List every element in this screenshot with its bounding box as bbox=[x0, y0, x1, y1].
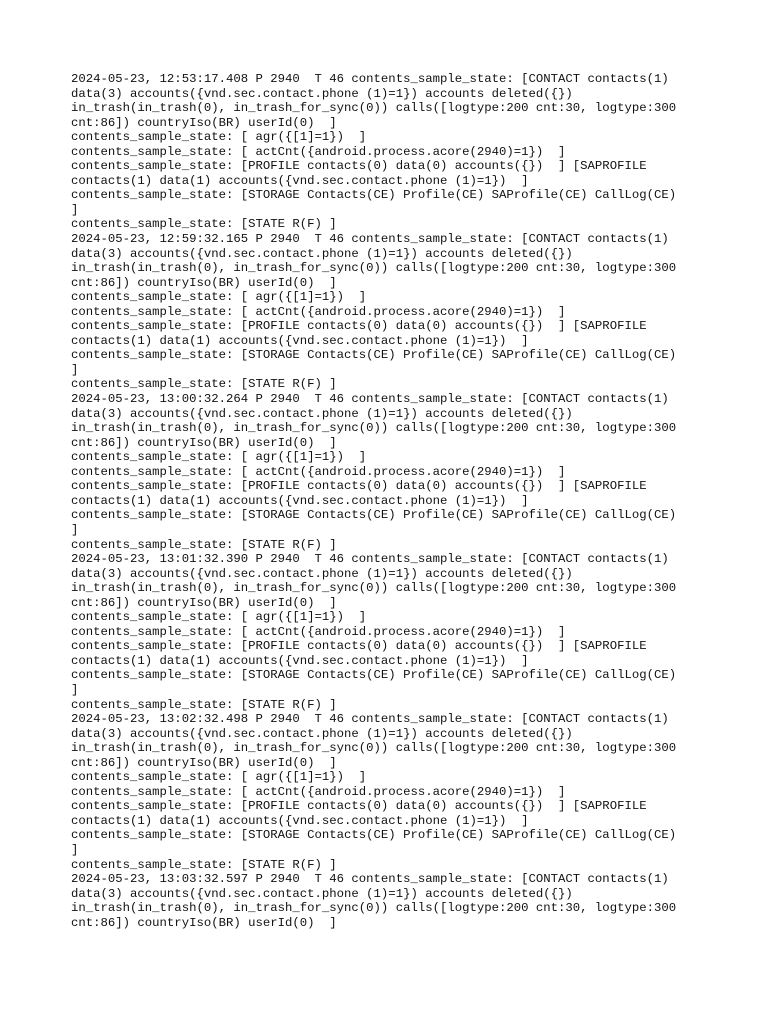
log-line: 2024-05-23, 13:01:32.390 P 2940 T 46 contents_sample_state: [CONTACT contacts(1) bbox=[71, 552, 669, 567]
log-line: 2024-05-23, 12:59:32.165 P 2940 T 46 contents_sample_state: [CONTACT contacts(1) bbox=[71, 232, 669, 247]
log-line: cnt:86]) countryIso(BR) userId(0) ] bbox=[71, 755, 337, 770]
log-line: cnt:86]) countryIso(BR) userId(0) ] bbox=[71, 115, 337, 130]
log-document bbox=[71, 72, 731, 930]
log-line: contents_sample_state: [ actCnt({android.process.acore(2940)=1}) ] bbox=[71, 464, 566, 479]
log-line: in_trash(in_trash(0), in_trash_for_sync(0)) calls([logtype:200 cnt:30, logtype:300 bbox=[71, 581, 677, 596]
log-line: data(3) accounts({vnd.sec.contact.phone (1)=1}) accounts deleted({}) bbox=[71, 406, 573, 421]
log-line: contacts(1) data(1) accounts({vnd.sec.contact.phone (1)=1}) ] bbox=[71, 173, 529, 188]
log-line: contents_sample_state: [ agr({[1]=1}) ] bbox=[71, 290, 367, 305]
log-line: contacts(1) data(1) accounts({vnd.sec.contact.phone (1)=1}) ] bbox=[71, 653, 529, 668]
log-line: contents_sample_state: [PROFILE contacts(0) data(0) accounts({}) ] [SAPROFILE bbox=[71, 639, 647, 654]
log-line: contents_sample_state: [STATE R(F) ] bbox=[71, 697, 337, 712]
log-line: data(3) accounts({vnd.sec.contact.phone (1)=1}) accounts deleted({}) bbox=[71, 246, 573, 261]
log-line: cnt:86]) countryIso(BR) userId(0) ] bbox=[71, 435, 337, 450]
log-line: contents_sample_state: [ actCnt({android.process.acore(2940)=1}) ] bbox=[71, 624, 566, 639]
log-line: contents_sample_state: [PROFILE contacts(0) data(0) accounts({}) ] [SAPROFILE bbox=[71, 159, 647, 174]
log-line: ] bbox=[71, 202, 79, 217]
log-line: in_trash(in_trash(0), in_trash_for_sync(0)) calls([logtype:200 cnt:30, logtype:300 bbox=[71, 421, 677, 436]
log-line: contacts(1) data(1) accounts({vnd.sec.contact.phone (1)=1}) ] bbox=[71, 333, 529, 348]
log-line: contents_sample_state: [STATE R(F) ] bbox=[71, 537, 337, 552]
log-line: 2024-05-23, 13:03:32.597 P 2940 T 46 contents_sample_state: [CONTACT contacts(1) bbox=[71, 872, 669, 887]
log-line: in_trash(in_trash(0), in_trash_for_sync(0)) calls([logtype:200 cnt:30, logtype:300 bbox=[71, 261, 677, 276]
log-line: ] bbox=[71, 842, 79, 857]
log-line: 2024-05-23, 12:53:17.408 P 2940 T 46 contents_sample_state: [CONTACT contacts(1) bbox=[71, 72, 669, 86]
log-line: cnt:86]) countryIso(BR) userId(0) ] bbox=[71, 275, 337, 290]
log-line: contents_sample_state: [ actCnt({android.process.acore(2940)=1}) ] bbox=[71, 144, 566, 159]
log-line: contents_sample_state: [ agr({[1]=1}) ] bbox=[71, 770, 367, 785]
log-line: 2024-05-23, 13:00:32.264 P 2940 T 46 contents_sample_state: [CONTACT contacts(1) bbox=[71, 392, 669, 407]
log-line: contents_sample_state: [STATE R(F) ] bbox=[71, 857, 337, 872]
log-line: contents_sample_state: [PROFILE contacts(0) data(0) accounts({}) ] [SAPROFILE bbox=[71, 479, 647, 494]
log-line: contents_sample_state: [STORAGE Contacts(CE) Profile(CE) SAProfile(CE) CallLog(CE) bbox=[71, 668, 677, 683]
log-line: data(3) accounts({vnd.sec.contact.phone (1)=1}) accounts deleted({}) bbox=[71, 566, 573, 581]
log-line: contents_sample_state: [STORAGE Contacts(CE) Profile(CE) SAProfile(CE) CallLog(CE) bbox=[71, 828, 677, 843]
log-line: 2024-05-23, 13:02:32.498 P 2940 T 46 contents_sample_state: [CONTACT contacts(1) bbox=[71, 712, 669, 727]
log-line: contents_sample_state: [ actCnt({android.process.acore(2940)=1}) ] bbox=[71, 784, 566, 799]
log-line: in_trash(in_trash(0), in_trash_for_sync(0)) calls([logtype:200 cnt:30, logtype:300 bbox=[71, 741, 677, 756]
log-line: contents_sample_state: [STORAGE Contacts(CE) Profile(CE) SAProfile(CE) CallLog(CE) bbox=[71, 348, 677, 363]
log-line: ] bbox=[71, 682, 79, 697]
log-line: data(3) accounts({vnd.sec.contact.phone (1)=1}) accounts deleted({}) bbox=[71, 86, 573, 101]
log-line: contents_sample_state: [PROFILE contacts(0) data(0) accounts({}) ] [SAPROFILE bbox=[71, 319, 647, 334]
log-line: contents_sample_state: [ actCnt({android.process.acore(2940)=1}) ] bbox=[71, 304, 566, 319]
log-line: in_trash(in_trash(0), in_trash_for_sync(0)) calls([logtype:200 cnt:30, logtype:300 bbox=[71, 101, 677, 116]
log-line: ] bbox=[71, 522, 79, 537]
log-line: contents_sample_state: [ agr({[1]=1}) ] bbox=[71, 130, 367, 145]
log-line: contacts(1) data(1) accounts({vnd.sec.contact.phone (1)=1}) ] bbox=[71, 813, 529, 828]
log-line: ] bbox=[71, 362, 79, 377]
log-line: data(3) accounts({vnd.sec.contact.phone (1)=1}) accounts deleted({}) bbox=[71, 886, 573, 901]
log-line: contents_sample_state: [STORAGE Contacts(CE) Profile(CE) SAProfile(CE) CallLog(CE) bbox=[71, 188, 677, 203]
log-line: contents_sample_state: [STORAGE Contacts(CE) Profile(CE) SAProfile(CE) CallLog(CE) bbox=[71, 508, 677, 523]
log-line: contents_sample_state: [STATE R(F) ] bbox=[71, 217, 337, 232]
log-line: cnt:86]) countryIso(BR) userId(0) ] bbox=[71, 595, 337, 610]
log-line: contents_sample_state: [STATE R(F) ] bbox=[71, 377, 337, 392]
log-line: data(3) accounts({vnd.sec.contact.phone (1)=1}) accounts deleted({}) bbox=[71, 726, 573, 741]
log-line: contents_sample_state: [ agr({[1]=1}) ] bbox=[71, 450, 367, 465]
log-line: in_trash(in_trash(0), in_trash_for_sync(0)) calls([logtype:200 cnt:30, logtype:300 bbox=[71, 901, 677, 916]
log-line: cnt:86]) countryIso(BR) userId(0) ] bbox=[71, 915, 337, 930]
log-line: contents_sample_state: [PROFILE contacts(0) data(0) accounts({}) ] [SAPROFILE bbox=[71, 799, 647, 814]
log-line: contacts(1) data(1) accounts({vnd.sec.contact.phone (1)=1}) ] bbox=[71, 493, 529, 508]
log-line: contents_sample_state: [ agr({[1]=1}) ] bbox=[71, 610, 367, 625]
